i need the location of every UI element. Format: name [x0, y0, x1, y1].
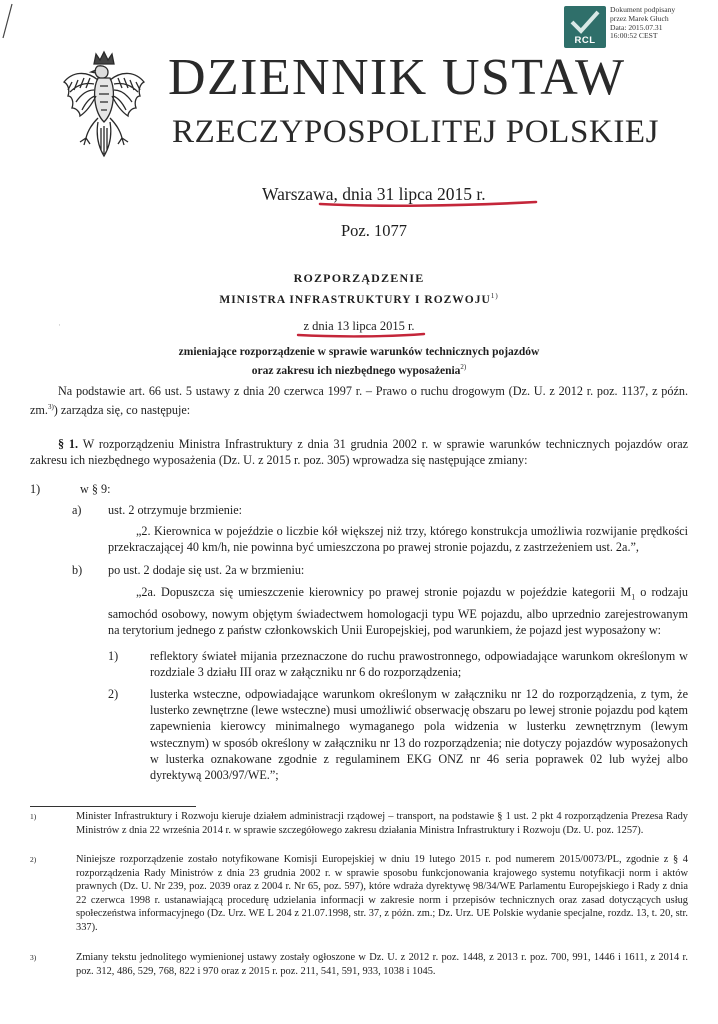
subject-line-2 [0, 360, 718, 379]
journal-subtitle: RZECZYPOSPOLITEJ POLSKIEJ [172, 114, 660, 150]
act-subject [0, 345, 718, 379]
footnote-divider [30, 806, 196, 807]
subject-line: zmieniające rozporządzenie w sprawie warunków technicznych pojazdów [178, 346, 540, 358]
footnote-text: Minister Infrastruktury i Rozwoju kieruje działem administracji rządowej – transport, na podstawie § 1 ust. 2 pkt 4 rozporządzenia Prezesa Rady Ministrów z dnia 22 września 2014 r. w sprawie szczegółowego zakresu działania Ministra Infrastruktury i Rozwoju (Dz. U. poz. 1257). [76, 811, 688, 836]
issuer-name: MINISTRA INFRASTRUKTURY I ROZWOJU [219, 293, 491, 306]
rcl-label: RCL [574, 35, 596, 46]
red-underline-mark [318, 198, 538, 210]
footnote-marker: 2) [30, 855, 37, 864]
footnote-marker: 3) [30, 953, 37, 962]
quoted-provision [108, 523, 688, 555]
subitem-text: lusterka wsteczne, odpowiadające warunkom określonym w załączniku nr 12 do rozporządzenia, z tym, że lusterko zewnętrzne (lewe wsteczne) musi umożliwić obserwację obszaru po lewej stronie pojazdu pod kątem zapewnienia kierowcy minimalnego wymaganego pola widzenia w lusterku zewnętrznym (lewym wstecznym) w sposób określony w załączniku nr 13 do rozporządzenia; nie dotyczy pojazdów wyposażonych w lusterka oznakowane zgodnie z regulaminem EKG ONZ nr 46 seria poprawek 02 lub wyżej albo dyrektywą 2003/97/WE.”; [150, 687, 688, 783]
subject-line: oraz zakresu ich niezbędnego wyposażenia [251, 364, 461, 377]
section-1 [30, 436, 688, 468]
item-marker: b) [72, 563, 83, 577]
footnote-text: Niniejsze rozporządzenie zostało notyfikowane Komisji Europejskiej w dniu 19 lutego 2015 r. pod numerem 2015/0073/PL, zgodnie z § 4 rozporządzenia Rady Ministrów z dnia 23 grudnia 2002 r. w sprawie sposobu funkcjonowania krajowego systemu notyfikacji norm i aktów prawnych (Dz. U. Nr 239, poz. 2039 oraz z 2004 r. Nr 65, poz. 597), które wdraża dyrektywę 98/34/WE Parlamentu Europejskiego i Rady z dnia 22 czerwca 1998 r. ustanawiającą procedurę udzielania informacji w zakresie norm i przepisów technicznych oraz zasad dotyczących usług społeczeństwa informacyjnego (Dz. Urz. WE L 204 z 21.07.1998, str. 37, z późn. zm.; Dz. Urz. UE Polskie wydanie specjalne, rozdz. 13, t. 20, str. 337). [76, 854, 688, 933]
signature-line: przez Marek Głuch [610, 13, 669, 23]
signature-line: 16:00:52 CEST [610, 31, 658, 41]
act-date: z dnia 13 lipca 2015 r. [303, 319, 415, 333]
eagle-emblem-icon [58, 50, 150, 162]
quote-text: „2. Kierownica w pojeździe o liczbie kół większej niż trzy, którego konstrukcja umożliwia rozwijanie prędkości przekraczającej 40 km/h, nie powinna być umieszczona po prawej stronie pojazdu, z zastrzeżeniem ust. 2a.”, [108, 524, 688, 555]
item-marker: 1) [30, 482, 41, 496]
subitem-marker: 2) [108, 687, 119, 701]
footnote-ref[interactable]: 1) [490, 292, 499, 300]
quote-text: o rodzaju samochód osobowy, nowym objętym świadectwem homologacji typu WE pojazdu, albo uprzednio zarejestrowanym na terytorium jednego z państw członkowskich Unii Europejskiej, pod warunkiem, że pojazd jest wyposażony w: [108, 585, 688, 637]
position-number: Poz. 1077 [341, 221, 407, 240]
item-text: ust. 2 otrzymuje brzmienie: [108, 503, 243, 517]
publication-date: Warszawa, dnia 31 lipca 2015 r. [262, 184, 486, 204]
scan-speck: · [58, 320, 61, 330]
signature-stamp[interactable] [564, 6, 714, 50]
subitem-text: reflektory świateł mijania przeznaczone do ruchu prawostronnego, odpowiadające warunkom określonym w rozdziale 3 działu III oraz w załączniku nr 6 do rozporządzenia; [150, 649, 688, 680]
preamble [30, 383, 688, 418]
signature-details [610, 6, 714, 41]
checkmark-icon [568, 8, 602, 36]
footnote-marker: 1) [30, 812, 37, 821]
item-text: po ust. 2 dodaje się ust. 2a w brzmieniu: [108, 563, 305, 577]
section-label: § 1. [58, 437, 79, 451]
preamble-text: Na podstawie art. 66 ust. 5 ustawy z dnia 20 czerwca 1997 r. – Prawo o ruchu drogowym (Dz. U. z 2012 r. poz. 1137, z późn. zm. [30, 384, 688, 418]
item-text: w § 9: [80, 482, 111, 496]
subitem-marker: 1) [108, 649, 119, 663]
quoted-provision [108, 584, 688, 638]
red-underline-mark [296, 330, 426, 340]
rcl-badge [564, 6, 606, 48]
section-text: W rozporządzeniu Ministra Infrastruktury z dnia 31 grudnia 2002 r. w sprawie warunków technicznych pojazdów oraz zakresu ich niezbędnego wyposażenia (Dz. U. z 2015 r. poz. 305) wprowadza się następujące zmiany: [30, 437, 689, 468]
preamble-tail: ) zarządza się, co następuje: [53, 403, 191, 418]
pen-stroke-mark [0, 0, 40, 40]
signature-line: Data: 2015.07.31 [610, 22, 663, 32]
quote-text: „2a. Dopuszcza się umieszczenie kierownicy po prawej stronie pojazdu w pojeździe kategorii M [136, 585, 632, 599]
item-marker: a) [72, 503, 82, 517]
journal-title: DZIENNIK USTAW [168, 49, 626, 106]
category-subscript: 1 [631, 592, 636, 602]
footnote-text: Zmiany tekstu jednolitego wymienionej ustawy zostały ogłoszone w Dz. U. z 2012 r. poz. 1448, z 2013 r. poz. 700, 991, 1446 i 1611, z 2014 r. poz. 312, 486, 529, 768, 822 i 970 oraz z 2015 r. poz. 211, 541, 591, 933, 1038 i 1045. [76, 952, 688, 977]
footnote-ref[interactable]: 3) [47, 403, 54, 412]
signature-line: Dokument podpisany [610, 5, 676, 14]
act-issuer [0, 288, 718, 308]
footnote-ref[interactable]: 2) [460, 363, 467, 371]
act-type: ROZPORZĄDZENIE [293, 271, 425, 285]
